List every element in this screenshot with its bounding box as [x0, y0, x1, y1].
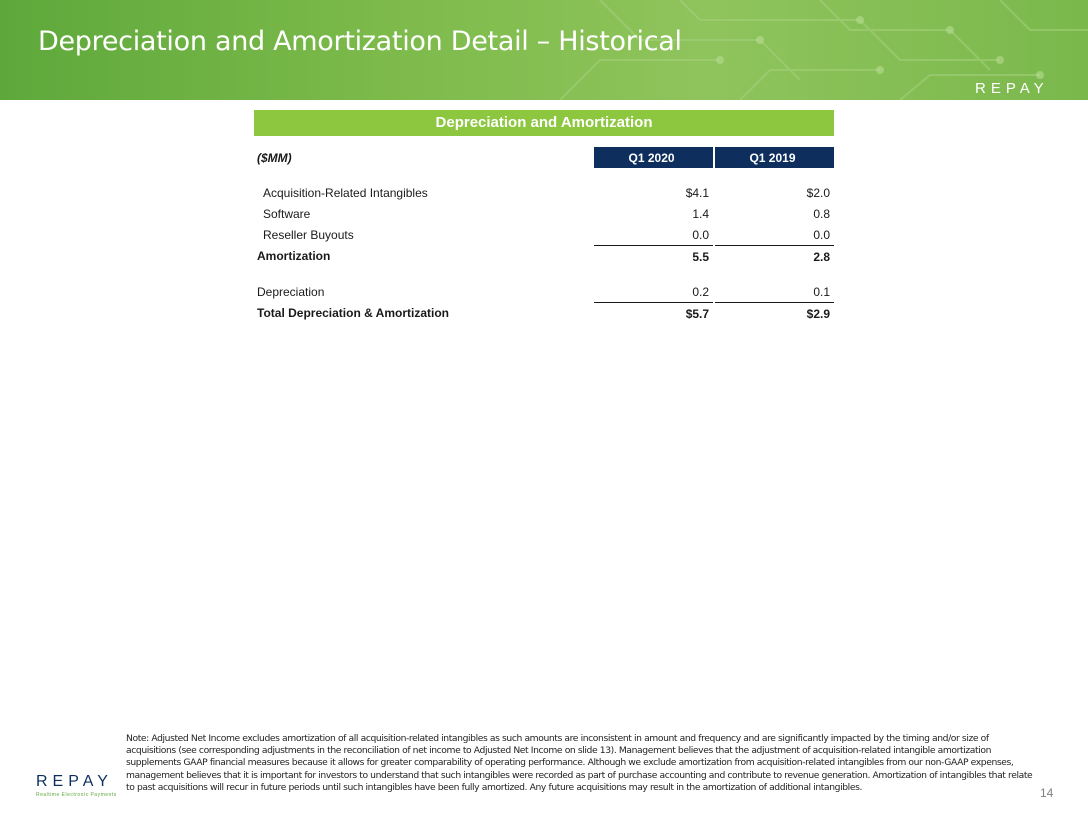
row-label: Depreciation	[257, 284, 325, 299]
table-row	[254, 182, 834, 203]
row-label: Reseller Buyouts	[263, 227, 354, 242]
cell-value: 0.8	[813, 206, 830, 221]
cell-value: 1.4	[692, 206, 710, 221]
cell-value: $2.9	[806, 306, 830, 321]
cell-value: 2.8	[813, 249, 830, 264]
table-row	[254, 281, 834, 303]
repay-logo-bottom	[36, 773, 121, 803]
repay-logo-top: REPAY	[975, 80, 1049, 97]
cell-value: 0.1	[715, 281, 834, 303]
footnote: Note: Adjusted Net Income excludes amortization of all acquisition-related intangibles as such amounts are inconsistent in amount and frequency and are significantly impacted by the timing and/or size of acquisitions (see corresponding adjustments in the reconciliation of net income to Adjusted Net Income on slide 13). Management believes that the adjustment of acquisition-related intangible amortization supplements GAAP financial measures because it allows for greater comparability of operating performance. Although we exclude amortization from acquisition-related intangibles from our non-GAAP expenses, management believes that it is important for investors to understand that such intangibles were recorded as part of purchase accounting and contribute to revenue generation. Amortization of intangibles that relate to past acquisitions will recur in future periods until such intangibles have been fully amortized. Any future acquisitions may result in the amortization of additional intangibles.	[126, 733, 1033, 793]
cell-value: $5.7	[685, 306, 710, 321]
page-number: 14	[1040, 786, 1054, 800]
unit-label: ($MM)	[257, 150, 292, 165]
table-row	[254, 203, 834, 224]
row-label: Amortization	[257, 249, 331, 264]
table-row-total	[254, 303, 834, 325]
table-row-subtotal	[254, 246, 834, 268]
page-title: Depreciation and Amortization Detail – Historical	[38, 26, 682, 57]
table-header-row	[254, 147, 834, 168]
row-label: Acquisition-Related Intangibles	[263, 185, 428, 200]
depreciation-amortization-table	[254, 147, 834, 324]
column-header-q1-2019: Q1 2019	[715, 147, 834, 168]
logo-tagline: Realtime Electronic Payments	[36, 792, 117, 798]
logo-wordmark: REPAY	[36, 773, 113, 790]
table-row	[254, 224, 834, 246]
cell-value: 0.2	[594, 281, 713, 303]
row-label: Total Depreciation & Amortization	[257, 306, 450, 321]
cell-value: $4.1	[685, 185, 710, 200]
column-header-q1-2020: Q1 2020	[594, 147, 713, 168]
cell-value: 0.0	[715, 224, 834, 246]
section-header: Depreciation and Amortization	[254, 110, 834, 136]
cell-value: 5.5	[692, 249, 710, 264]
cell-value: $2.0	[806, 185, 830, 200]
row-label: Software	[263, 206, 311, 221]
cell-value: 0.0	[594, 224, 713, 246]
title-banner	[0, 0, 1088, 100]
